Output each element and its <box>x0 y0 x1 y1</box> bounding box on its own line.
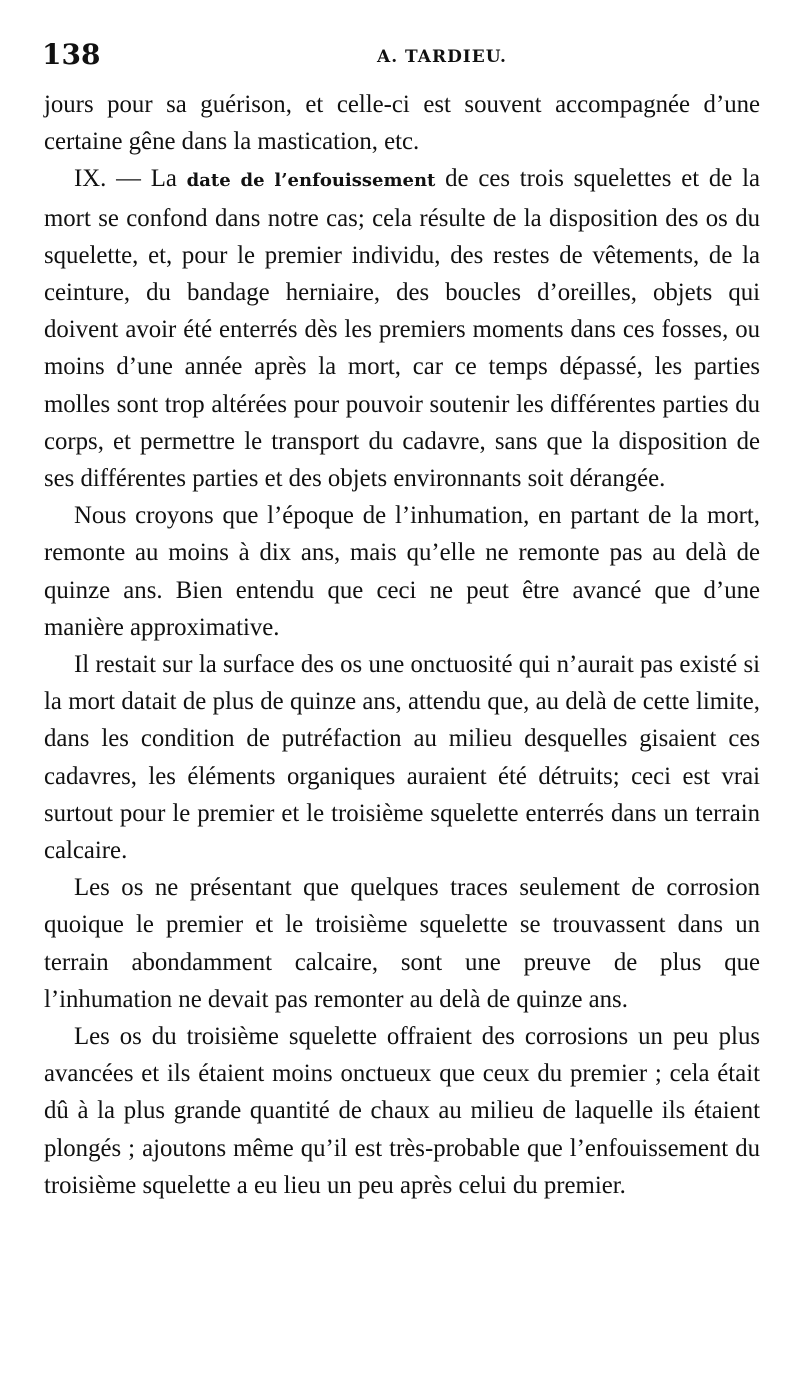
section-text: de ces trois squelettes et de la mort se confond dans notre cas; cela résulte de la disposition des os du squelette, et, pour le premier individu, des restes de vêtements, de la ceinture, du bandage herniaire, des boucles d’oreilles, objets qui doivent avoir été enterrés dès les premiers moments dans ces fosses, ou moins d’une année après la mort, car ce temps dépassé, les parties molles sont trop altérées pour pouvoir soutenir les différentes parties du corps, et permettre le transport du cadavre, sans que la disposition de ses différentes parties et des objets environnants soit dérangée. <box>44 165 760 493</box>
paragraph: Il restait sur la surface des os une onctuosité qui n’aurait pas existé si la mort datait de plus de quinze ans, attendu que, au delà de cette limite, dans les condition de putréfaction au milieu desquelles gisaient ces cadavres, les éléments organiques auraient été détruits; ceci est vrai surtout pour le premier et le troisième squelette enterrés dans un terrain calcaire. <box>44 651 760 865</box>
paragraph: Les os ne présentant que quelques traces seulement de corrosion quoique le premier et le troisième squelette se trouvassent dans un terrain abondamment calcaire, sont une preuve de plus que l’inhumation ne devait pas remonter au delà de quinze ans. <box>44 874 760 1013</box>
page-header <box>42 38 760 78</box>
page-number: 138 <box>42 38 101 71</box>
section-lead: IX. — La <box>74 165 187 193</box>
paragraph-section-ix <box>44 160 760 497</box>
paragraph-continuation: jours pour sa guérison, et celle-ci est souvent accompagnée d’une certaine gêne dans la mastication, etc. <box>44 91 760 156</box>
section-heading-bold: date de l’enfouissement <box>186 170 436 192</box>
paragraph: Nous croyons que l’époque de l’inhumation, en partant de la mort, remonte au moins à dix ans, mais qu’elle ne remonte pas au delà de quinze ans. Bien entendu que ceci ne peut être avancé que d’une manière approximative. <box>44 502 760 641</box>
body-text <box>44 86 760 1204</box>
running-head: A. TARDIEU. <box>377 47 507 67</box>
paragraph: Les os du troisième squelette offraient des corrosions un peu plus avancées et ils étaient moins onctueux que ceux du premier ; cela était dû à la plus grande quantité de chaux au milieu de laquelle ils étaient plongés ; ajoutons même qu’il est très-probable que l’enfouissement du troisième squelette a eu lieu un peu après celui du premier. <box>44 1023 760 1199</box>
